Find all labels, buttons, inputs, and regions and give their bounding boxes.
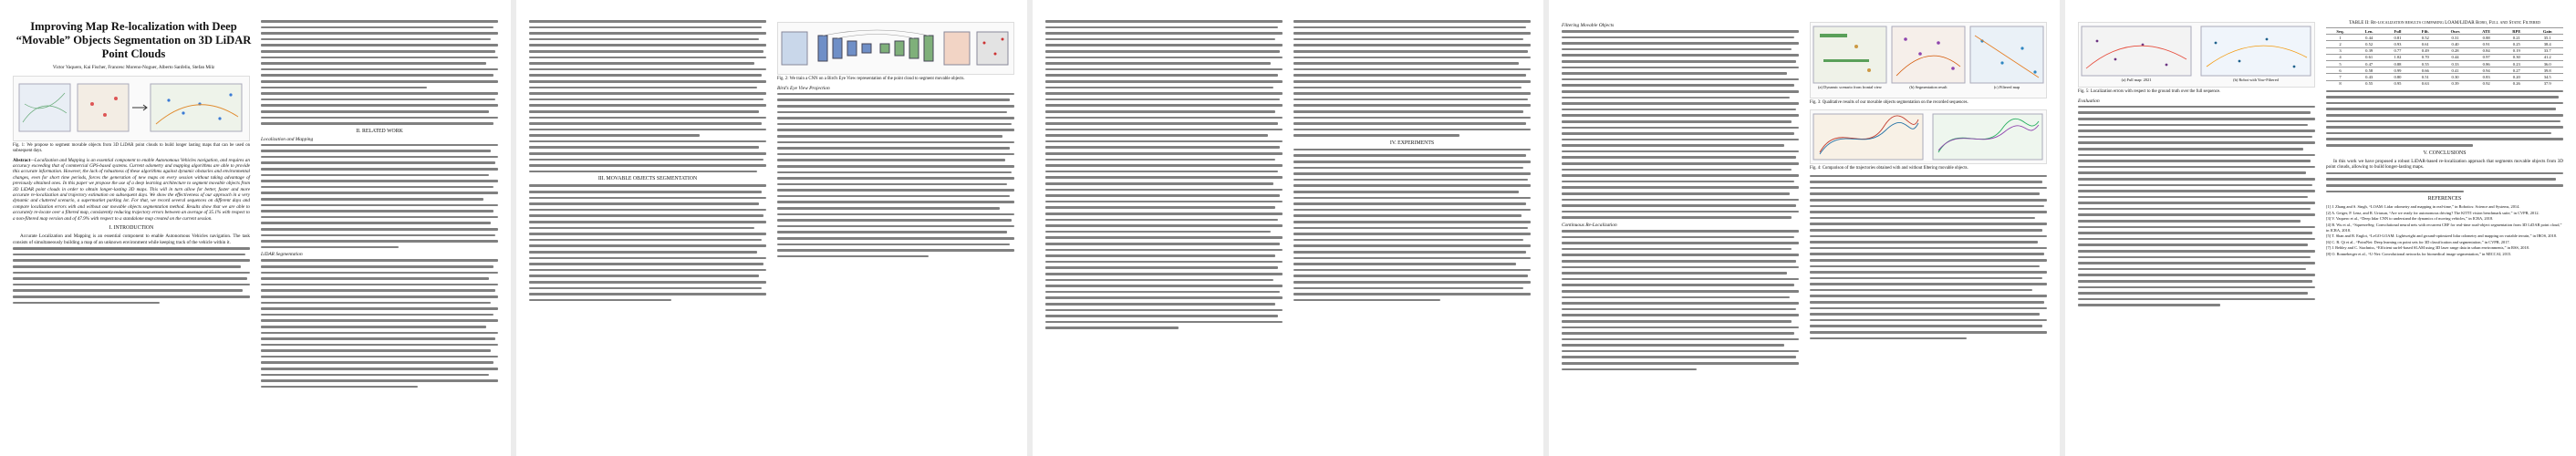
page-5-right-column xyxy=(2326,20,2563,258)
table-header-cell: ATE xyxy=(2471,28,2501,35)
page-1-right-column xyxy=(261,20,498,391)
table-cell: 0.99 xyxy=(2384,67,2411,74)
figure-2-network-diagram xyxy=(778,23,1013,74)
table-cell: 0.77 xyxy=(2384,47,2411,54)
table-cell: 0.44 xyxy=(2439,54,2471,60)
table-cell: 0.52 xyxy=(2354,41,2384,47)
table-cell: 0.88 xyxy=(2471,35,2501,41)
table-cell: 0.92 xyxy=(2471,80,2501,87)
table-cell: 0.63 xyxy=(2412,80,2439,87)
figure-3-label-c: (c) Filtered map xyxy=(1993,85,2020,89)
page-2-left-column xyxy=(529,20,766,305)
table-header-cell: Ours xyxy=(2439,28,2471,35)
page-5-right-body-text xyxy=(2326,90,2563,147)
table-cell: 0.39 xyxy=(2354,47,2384,54)
results-table xyxy=(2326,27,2563,87)
page-2-left-body-text xyxy=(529,20,766,172)
page-3-left-body-text xyxy=(1045,20,1283,329)
table-cell: 0.95 xyxy=(2384,80,2411,87)
figure-3-caption: Fig. 3: Qualitative results of our movable objects segmentation on the recorded sequences. xyxy=(1810,100,1968,105)
reference-item: [3] V. Vaquero et al., “Deep lidar CNN to understand the dynamics of moving vehicles,” in ICRA, 2018. xyxy=(2326,216,2494,222)
figure-3-label-b: (b) Segmentation result xyxy=(1909,85,1948,89)
table-caption: TABLE II: Re-localization results comparing LOAM/LIDAR Robo, Full and Static Filtered xyxy=(2349,20,2540,26)
table-cell: 0.30 xyxy=(2439,74,2471,80)
table-row xyxy=(2326,47,2563,54)
page-3 xyxy=(1033,0,1543,456)
reference-item: [6] C. R. Qi et al., “PointNet: Deep learning on point sets for 3D classification and segmentation,” in CVPR, 2017. xyxy=(2326,239,2510,244)
table-cell: 0.81 xyxy=(2384,35,2411,41)
table-cell: 0.41 xyxy=(2439,67,2471,74)
figure-5-label-b: (b) Robot with Yaw-Filtered xyxy=(2233,78,2279,82)
table-body xyxy=(2326,35,2563,87)
section-heading-method: III. MOVABLE OBJECTS SEGMENTATION xyxy=(597,176,698,182)
section-heading-conclusions: V. CONCLUSIONS xyxy=(2423,150,2467,156)
correction-body-text xyxy=(1562,230,1799,370)
table-cell: 0.55 xyxy=(2412,60,2439,67)
eval-body-text xyxy=(2078,106,2315,306)
table-cell: 0.43 xyxy=(2354,74,2384,80)
table-cell: 0.28 xyxy=(2439,47,2471,54)
table-cell: 0.51 xyxy=(2412,74,2439,80)
reference-item: [8] O. Ronneberger et al., “U-Net: Convolutional networks for biomedical image segmentation,” in MICCAI, 2015. xyxy=(2326,251,2512,256)
table-row xyxy=(2326,35,2563,41)
table-cell: 0.21 xyxy=(2501,35,2531,41)
section-heading-references: REFERENCES xyxy=(2427,196,2462,202)
table-cell: 0.52 xyxy=(2412,35,2439,41)
table-cell: 0.19 xyxy=(2501,47,2531,54)
table-cell: 41.2 xyxy=(2531,54,2563,60)
section-heading-experiments: IV. EXPERIMENTS xyxy=(1389,140,1435,146)
figure-1 xyxy=(13,76,250,141)
table-header-cell: Len. xyxy=(2354,28,2384,35)
abstract xyxy=(13,158,250,222)
paper-authors: Victor Vaquero, Kai Fischer, Francesc Moreno-Noguer, Alberto Sanfeliu, Stefan Milz xyxy=(52,65,215,70)
page-3-right-column xyxy=(1293,20,1531,305)
table-cell: 35.1 xyxy=(2531,35,2563,41)
table-cell: 0.49 xyxy=(2412,47,2439,54)
table-cell: 0.61 xyxy=(2412,41,2439,47)
page-1 xyxy=(0,0,511,456)
table-cell: 0.97 xyxy=(2471,54,2501,60)
page-1-left-column xyxy=(13,20,250,307)
table-cell: 39.8 xyxy=(2531,67,2563,74)
table-cell: 0.93 xyxy=(2384,41,2411,47)
figure-1-caption: Fig. 1: We propose to segment movable objects from 3D LiDAR point clouds to build longer lasting maps that can be used on subsequent days. xyxy=(13,143,250,153)
table-cell: 1.02 xyxy=(2384,54,2411,60)
table-cell: 0.58 xyxy=(2354,67,2384,74)
table-row xyxy=(2326,67,2563,74)
filtering-body-text xyxy=(1562,30,1799,219)
table-row xyxy=(2326,74,2563,80)
table-cell: 0.91 xyxy=(2471,41,2501,47)
figure-4-trajectories xyxy=(1811,110,2046,163)
section-heading-intro: I. INTRODUCTION xyxy=(109,225,154,232)
table-cell: 33.7 xyxy=(2531,47,2563,54)
table-cell: 1 xyxy=(2326,35,2354,41)
subsection-eval: Evaluation xyxy=(2078,98,2100,104)
page-3-left-column xyxy=(1045,20,1283,333)
table-cell: 5 xyxy=(2326,60,2354,67)
table-cell: 6 xyxy=(2326,67,2354,74)
page-5-left-column xyxy=(2078,20,2315,310)
reference-list xyxy=(2326,204,2563,256)
figure-4-caption: Fig. 4: Comparison of the trajectories obtained with and without filtering movable objects. xyxy=(1810,165,1968,171)
related-body-text xyxy=(261,144,498,249)
reference-item: [4] B. Wu et al., “SqueezeSeg: Convolutional neural nets with recurrent CRF for real-time road-object segmentation from 3D LiDAR point cloud,” in ICRA, 2018. xyxy=(2326,222,2562,233)
table-row xyxy=(2326,60,2563,67)
bev-body-text xyxy=(777,93,1014,258)
table-cell: 0.31 xyxy=(2439,35,2471,41)
table-row xyxy=(2326,41,2563,47)
table-cell: 0.88 xyxy=(2384,60,2411,67)
page-1-right-body-text xyxy=(261,20,498,125)
conclusions-body-text xyxy=(2326,172,2563,192)
table-row xyxy=(2326,80,2563,87)
table-cell: 2 xyxy=(2326,41,2354,47)
table-header-cell: Gain xyxy=(2531,28,2563,35)
figure-3 xyxy=(1810,22,2047,98)
figure-5-caption: Fig. 5: Localization errors with respect to the ground truth over the full sequence. xyxy=(2078,89,2221,94)
reference-item: [7] J. Behley and C. Stachniss, “Efficient surfel-based SLAM using 3D laser range data in urban environments,” in RSS, 2018. xyxy=(2326,245,2529,251)
figure-2-caption: Fig. 2: We train a CNN on a Bird's Eye View representation of the point cloud to segment movable objects. xyxy=(777,77,965,81)
abstract-label: Abstract xyxy=(13,157,31,163)
table-cell: 0.40 xyxy=(2439,41,2471,47)
table-cell: 0.25 xyxy=(2501,41,2531,47)
table-cell: 0.26 xyxy=(2501,80,2531,87)
method-body-text xyxy=(529,184,766,301)
table-cell: 0.66 xyxy=(2412,67,2439,74)
table-cell: 0.86 xyxy=(2471,60,2501,67)
table-cell: 36.0 xyxy=(2531,60,2563,67)
page-4-right-body-text xyxy=(1810,175,2047,340)
intro-paragraph: Accurate Localization and Mapping is an essential component to enable Autonomous Vehicles navigation. The task consists of simultaneously building a map of an unknown environment while keeping track of the vehicle within it. xyxy=(13,233,250,245)
abstract-text: —Localization and Mapping is an essential component to enable Autonomous Vehicles navigation, and requires an accuracy exceeding that of commercial GPS-based systems. Current odometry and mapping algorithms are able to provide this accurate information. However, the lack of robustness of these algorithms against dynamic obstacles and environmental changes, even for short time periods, forces the generation of new maps on every session without taking advantage of previously obtained ones. In this paper we propose the use of a deep learning architecture to segment movable objects from 3D LiDAR point clouds in order to obtain longer-lasting 3D maps. This will in turn allow for better, faster and more accurate re-localization and trajectory estimation on subsequent days. We show the effectiveness of our approach in a very dynamic and cluttered scenario, a supermarket parking lot. For that, we record several sequences on different days and compare localization errors with and without our movable objects segmentation method. Results show that we are able to accurately re-locate over a filtered map, consistently reducing trajectory errors between an average of 35.1% with respect to a non-filtered map version and of 47.9% with respect to a standalone map created on the current session. xyxy=(13,157,250,222)
table-cell: 7 xyxy=(2326,74,2354,80)
subsection-localization: Localization and Mapping xyxy=(261,136,314,142)
table-header-cell: Filt. xyxy=(2412,28,2439,35)
table-cell: 0.44 xyxy=(2354,35,2384,41)
page-4-right-column xyxy=(1810,20,2047,343)
table-cell: 3 xyxy=(2326,47,2354,54)
table-cell: 37.9 xyxy=(2531,80,2563,87)
experiments-body-text xyxy=(1293,149,1531,301)
table-cell: 4 xyxy=(2326,54,2354,60)
subsection-filtering: Filtering Movable Objects xyxy=(1562,23,1615,28)
table-cell: 0.61 xyxy=(2354,54,2384,60)
table-cell: 0.83 xyxy=(2471,74,2501,80)
section-heading-related: II. RELATED WORK xyxy=(356,128,403,134)
table-header-cell: Seq. xyxy=(2326,28,2354,35)
page-4 xyxy=(1549,0,2060,456)
table-header-row xyxy=(2326,28,2563,35)
page-3-right-body-text xyxy=(1293,20,1531,137)
table-cell: 0.23 xyxy=(2501,60,2531,67)
table-header-cell: RPE xyxy=(2501,28,2531,35)
table-cell: 0.84 xyxy=(2471,47,2501,54)
figure-4 xyxy=(1810,109,2047,164)
reference-item: [1] J. Zhang and S. Singh, “LOAM: Lidar odometry and mapping in real-time,” in Robotics: Science and Systems, 2014. xyxy=(2326,204,2520,210)
page-5 xyxy=(2065,0,2576,456)
intro-body-text xyxy=(13,247,250,304)
subsection-correction: Continuous Re-Localization xyxy=(1562,223,1617,228)
table-cell: 0.47 xyxy=(2354,60,2384,67)
table-cell: 0.80 xyxy=(2384,74,2411,80)
conclusions-paragraph: In this work we have proposed a robust LiDAR-based re-localization approach that segments movable objects from 3D point clouds, allowing to build longer-lasting maps. xyxy=(2326,158,2563,171)
table-cell: 38.4 xyxy=(2531,41,2563,47)
table-cell: 0.55 xyxy=(2354,80,2384,87)
page-4-left-column xyxy=(1562,20,1799,374)
lidar-body-text xyxy=(261,259,498,388)
page-2 xyxy=(516,0,1027,456)
figure-5 xyxy=(2078,22,2315,88)
figure-2 xyxy=(777,22,1014,75)
table-cell: 0.33 xyxy=(2439,60,2471,67)
figure-1-drawing xyxy=(14,77,249,140)
table-cell: 0.20 xyxy=(2501,74,2531,80)
table-cell: 0.39 xyxy=(2439,80,2471,87)
subsection-bev: Bird's Eye View Projection xyxy=(777,85,830,91)
table-cell: 0.27 xyxy=(2501,67,2531,74)
paper-title: Improving Map Re-localization with Deep “Movable” Objects Segmentation on 3D LiDAR Point Clouds xyxy=(16,20,252,60)
table-cell: 8 xyxy=(2326,80,2354,87)
figure-3-label-a: (a) Dynamic scenario from frontal view xyxy=(1818,85,1882,89)
subsection-lidar: LiDAR Segmentation xyxy=(261,252,303,258)
figure-5-label-a: (a) Full map: 2021 xyxy=(2121,78,2152,82)
reference-item: [5] T. Shan and B. Englot, “LeGO-LOAM: Lightweight and ground-optimized lidar odometry and mapping on variable terrain,” in IROS, 2018. xyxy=(2326,233,2558,239)
table-cell: 34.5 xyxy=(2531,74,2563,80)
table-cell: 0.94 xyxy=(2471,67,2501,74)
table-header-cell: Full xyxy=(2384,28,2411,35)
page-2-right-column xyxy=(777,20,1014,261)
reference-item: [2] A. Geiger, P. Lenz, and R. Urtasun, “Are we ready for autonomous driving? The KITTI vision benchmark suite,” in CVPR, 2012. xyxy=(2326,210,2540,215)
table-cell: 0.30 xyxy=(2501,54,2531,60)
table-cell: 0.70 xyxy=(2412,54,2439,60)
table-row xyxy=(2326,54,2563,60)
